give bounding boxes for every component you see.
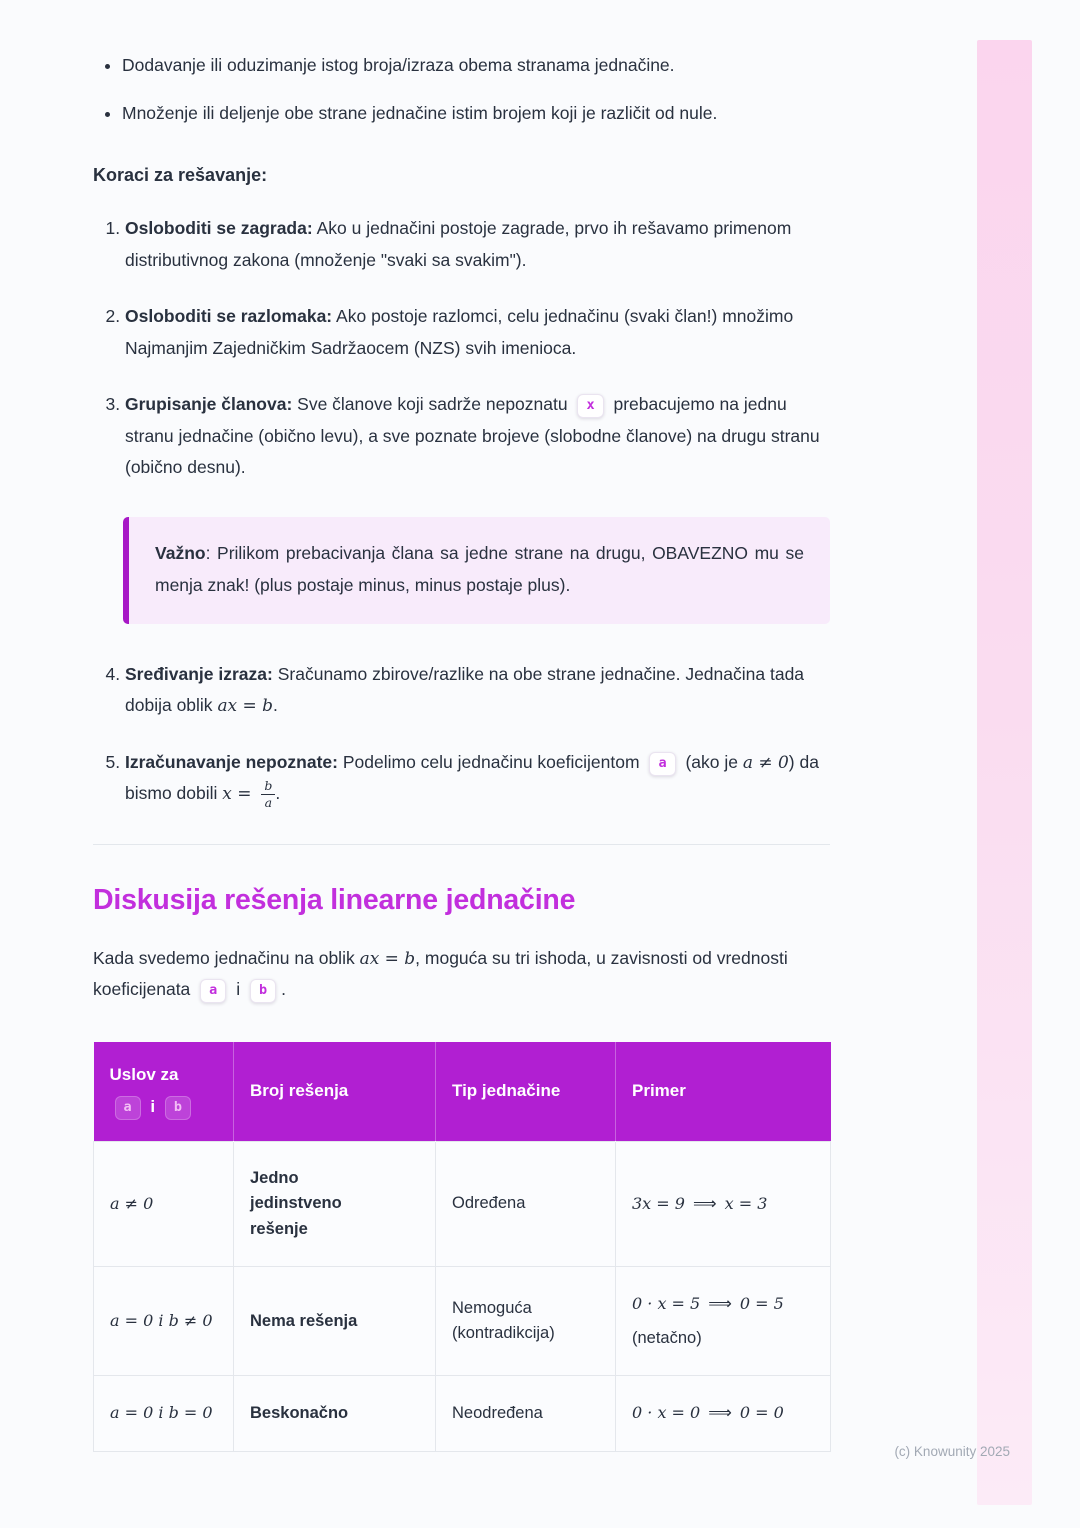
steps-list-continued <box>93 659 830 810</box>
inline-code-chip-a: a <box>115 1096 141 1120</box>
table-header-type: Tip jednačine <box>436 1042 616 1141</box>
cell-condition: a = 0 i b = 0 <box>94 1376 234 1452</box>
steps-list <box>93 213 830 484</box>
cell-example <box>616 1141 831 1267</box>
header-text: Uslov za <box>109 1064 179 1084</box>
math-expression: 3x = 9 <box>632 1193 685 1213</box>
cell-solutions <box>234 1267 436 1376</box>
math-expression: a ≠ 0 <box>742 752 789 773</box>
inline-code-chip-b: b <box>250 979 276 1003</box>
cell-condition: a = 0 i b ≠ 0 <box>94 1267 234 1376</box>
cell-example <box>616 1376 831 1452</box>
document-content <box>93 28 830 1452</box>
inline-code-chip-a: a <box>200 979 226 1003</box>
step-text: prebacujemo na jednu stranu jednačine (obično levu), a sve poznate brojeve (slobodne članove) na drugu stranu (obično desnu). <box>125 394 820 478</box>
intro-text: . <box>281 979 286 1000</box>
list-item <box>122 98 830 130</box>
math-expression: ax = b <box>217 696 273 717</box>
inline-code-chip-a: a <box>649 752 675 776</box>
steps-heading: Koraci za rešavanje: <box>93 165 268 185</box>
math-fraction <box>261 777 275 811</box>
math-expression: x = 3 <box>724 1193 768 1213</box>
step-text: ) da bismo dobili <box>125 751 819 804</box>
inline-code-chip-x: x <box>577 394 603 418</box>
list-item <box>122 50 830 82</box>
section-divider <box>93 844 830 845</box>
solutions-table <box>93 1042 831 1452</box>
step-item <box>125 213 830 276</box>
table-row <box>94 1376 831 1452</box>
math-expression: ax = b <box>359 948 416 969</box>
step-text: . <box>275 783 281 804</box>
header-chips <box>110 1094 218 1120</box>
step-item <box>125 659 830 722</box>
step-text: . <box>273 695 278 716</box>
example-note: (netačno) <box>632 1328 702 1347</box>
step-text: Podelimo celu jednačinu koeficijentom <box>342 751 640 772</box>
copyright-text: (c) Knowunity 2025 <box>894 1444 1010 1459</box>
table-row <box>94 1141 831 1267</box>
step-lead: Izračunavanje nepoznate: <box>125 751 338 772</box>
cell-text: Beskonačno <box>250 1403 349 1422</box>
implies-arrow: ⟹ <box>708 1403 732 1423</box>
cell-solutions <box>234 1141 436 1267</box>
step-text: Ako postoje razlomci, celu jednačinu (svaki član!) množimo Najmanjim Zajedničkim Sadržaocem (NZS) svih imenioca. <box>125 306 794 358</box>
table-header-condition <box>94 1042 234 1141</box>
step-item <box>125 389 830 484</box>
intro-text: , moguća su tri ishoda, u zavisnosti od vrednosti koeficijenata <box>93 947 788 1000</box>
list-item-text: Množenje ili deljenje obe strane jednačine istim brojem koji je različit od nule. <box>122 102 718 123</box>
step-item <box>125 301 830 364</box>
cell-example <box>616 1267 831 1376</box>
math-expression: 0 = 5 <box>739 1294 784 1314</box>
cell-text: Jedno jedinstveno rešenje <box>250 1168 342 1238</box>
cell-type: Neodređena <box>436 1376 616 1452</box>
intro-text: Kada svedemo jednačinu na oblik <box>93 947 355 968</box>
table-header-example: Primer <box>616 1042 831 1141</box>
cell-type: Nemoguća (kontradikcija) <box>436 1267 616 1376</box>
step-lead: Osloboditi se razlomaka: <box>125 306 333 327</box>
math-expression: x = <box>222 784 252 805</box>
section-heading: Diskusija rešenja linearne jednačine <box>93 883 576 916</box>
step-text: Sračunamo zbirove/razlike na obe strane jednačine. Jednačina tada dobija oblik <box>125 663 805 716</box>
implies-arrow: ⟹ <box>692 1193 717 1213</box>
step-item <box>125 747 830 810</box>
fraction-denominator: a <box>264 795 273 811</box>
callout-title: Važno <box>155 542 206 563</box>
cell-condition: a ≠ 0 <box>94 1141 234 1267</box>
table-row <box>94 1267 831 1376</box>
implies-arrow: ⟹ <box>708 1294 732 1314</box>
intro-text: i <box>236 979 241 1000</box>
math-expression: 0 · x = 5 <box>632 1294 701 1314</box>
step-text: Ako u jednačini postoje zagrade, prvo ih rešavamo primenom distributivnog zakona (množenje "svaki sa svakim"). <box>125 218 792 270</box>
math-expression: 0 · x = 0 <box>632 1403 701 1423</box>
step-lead: Sređivanje izraza: <box>125 663 273 684</box>
decorative-side-strip <box>977 40 1032 1505</box>
step-text: Sve članove koji sadrže nepoznatu <box>297 394 568 415</box>
intro-paragraph <box>93 943 830 1006</box>
cell-solutions <box>234 1376 436 1452</box>
callout-body: : Prilikom prebacivanja člana sa jedne strane na drugu, OBAVEZNO mu se menja znak! (plus postaje minus, minus postaje plus). <box>155 542 804 596</box>
step-lead: Osloboditi se zagrada: <box>125 218 313 239</box>
inline-code-chip-b: b <box>165 1096 191 1120</box>
cell-type: Određena <box>436 1141 616 1267</box>
math-expression: 0 = 0 <box>739 1403 784 1423</box>
fraction-numerator: b <box>261 780 275 796</box>
rules-list <box>93 50 830 129</box>
table-header-solutions: Broj rešenja <box>234 1042 436 1141</box>
important-callout <box>123 517 830 624</box>
header-text: i <box>150 1097 156 1117</box>
step-lead: Grupisanje članova: <box>125 394 293 415</box>
step-text: (ako je <box>685 751 738 772</box>
list-item-text: Dodavanje ili oduzimanje istog broja/izraza obema stranama jednačine. <box>122 55 675 75</box>
table-header-row <box>94 1042 831 1141</box>
cell-text: Nema rešenja <box>250 1311 358 1330</box>
